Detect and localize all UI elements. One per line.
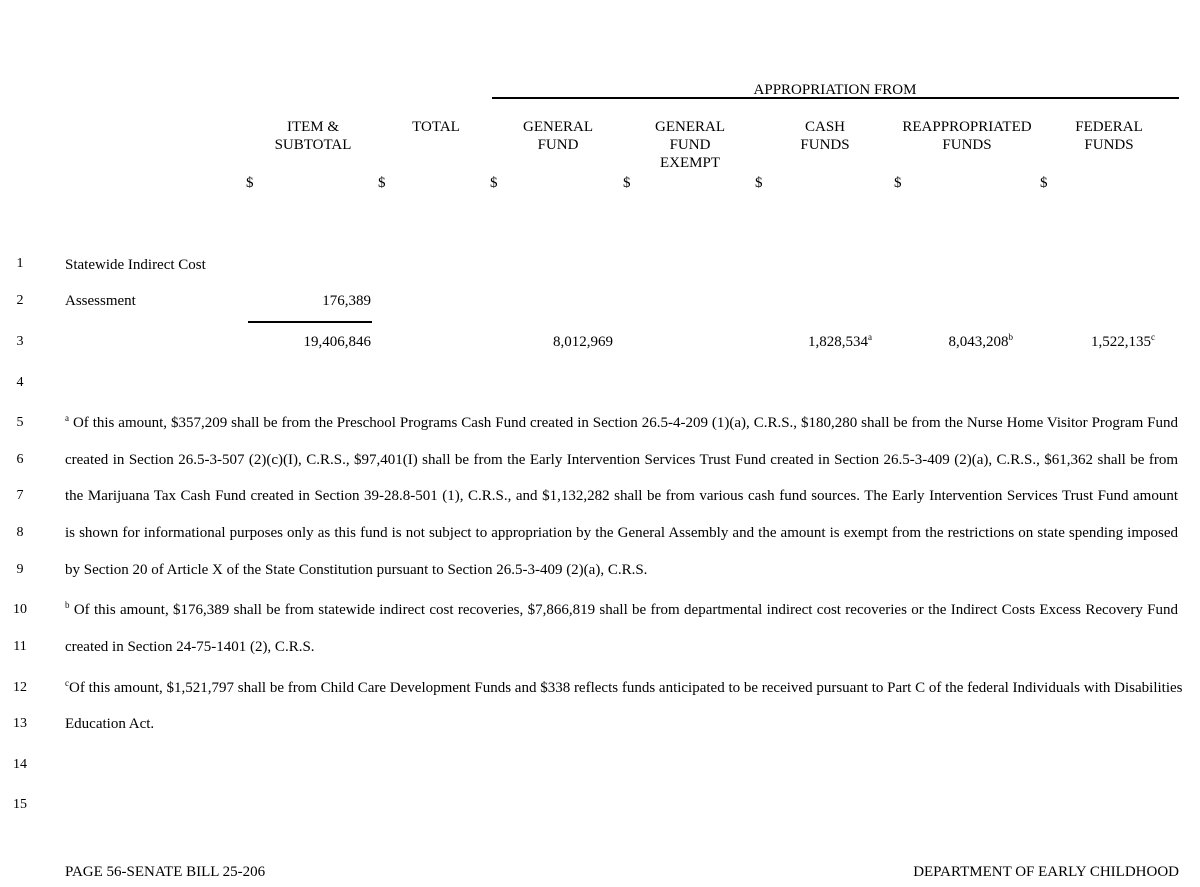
line-number: 5 xyxy=(16,415,24,430)
footnote-text: Of this amount, $357,209 shall be from the Preschool Programs Cash Fund created in Section 26.5-4-209 (1)(a), C.R.S., $180,280 shall be from the Nurse Home Visitor Program Fund xyxy=(72,415,1179,431)
reappropriated-funds-value: 8,043,208 xyxy=(948,334,1009,350)
line-number: 7 xyxy=(16,488,24,503)
reappropriated-funds-amount xyxy=(900,333,1013,351)
item-amount: 176,389 xyxy=(322,293,371,309)
line-number: 3 xyxy=(16,334,24,349)
col-header-line: CASH xyxy=(804,119,845,135)
footnote-c-line xyxy=(65,678,1183,697)
footnote-marker-b: b xyxy=(65,600,70,610)
footnote-a-line: is shown for informational purposes only as this fund is not subject to appropriation by the General Assembly and the amount is exempt from the restrictions on state spending imposed xyxy=(65,525,1178,541)
line-number: 11 xyxy=(13,639,27,654)
footnote-a-line: by Section 20 of Article X of the State Constitution pursuant to Section 26.5-3-409 (2)(a), C.R.S. xyxy=(65,562,648,578)
subtotal-rule xyxy=(248,321,372,323)
cash-funds-value: 1,828,534 xyxy=(808,334,868,350)
col-header-line: FUND xyxy=(669,137,711,153)
col-header-general-fund xyxy=(493,118,623,154)
line-number: 12 xyxy=(13,680,27,695)
dollar-sign: $ xyxy=(246,175,254,191)
col-header-line: EXEMPT xyxy=(660,155,720,171)
col-header-reappropriated-funds xyxy=(887,118,1047,154)
line-number: 15 xyxy=(13,797,27,812)
col-header-item-subtotal xyxy=(248,118,378,154)
footnote-marker-c: c xyxy=(65,678,69,688)
col-header-line: GENERAL xyxy=(523,119,593,135)
line-number: 1 xyxy=(16,256,24,271)
footnote-ref-b: b xyxy=(1008,332,1013,342)
dollar-sign: $ xyxy=(755,175,763,191)
col-header-line: FUND xyxy=(537,137,579,153)
col-header-line: FUNDS xyxy=(1084,137,1134,153)
dollar-sign: $ xyxy=(490,175,498,191)
line-item-label: Statewide Indirect Cost xyxy=(65,257,206,273)
footnote-marker-a: a xyxy=(65,413,69,423)
col-header-general-fund-exempt xyxy=(625,118,755,172)
footnote-text: Of this amount, $1,521,797 shall be from Child Care Development Funds and $338 reflects funds anticipated to be received pursuant to Part C of the federal Individuals with Disabilities xyxy=(69,680,1183,696)
footnote-a-line: created in Section 26.5-3-507 (2)(c)(I), C.R.S., $97,401(I) shall be from the Early Intervention Services Trust Fund created in Section 26.5-3-409 (2)(a), C.R.S., $61,362 shall be from xyxy=(65,452,1178,468)
col-header-line: ITEM & xyxy=(286,119,340,135)
line-number: 6 xyxy=(16,452,24,467)
dollar-sign: $ xyxy=(1040,175,1048,191)
footnote-a-line: the Marijuana Tax Cash Fund created in Section 39-28.8-501 (1), C.R.S., and $1,132,282 shall be from various cash fund sources. The Early Intervention Services Trust Fund amount xyxy=(65,488,1178,504)
page-footer-left: PAGE 56-SENATE BILL 25-206 xyxy=(65,864,266,880)
col-header-line: FUNDS xyxy=(942,137,992,153)
line-number: 4 xyxy=(16,375,24,390)
federal-funds-value: 1,522,135 xyxy=(1091,334,1151,350)
line-number: 2 xyxy=(16,293,24,308)
col-header-line: SUBTOTAL xyxy=(274,137,352,153)
line-number: 13 xyxy=(13,716,27,731)
page-footer-right: DEPARTMENT OF EARLY CHILDHOOD xyxy=(913,864,1179,880)
dollar-sign: $ xyxy=(378,175,386,191)
footnote-a-line xyxy=(65,414,1178,432)
federal-funds-amount xyxy=(1040,333,1155,351)
col-header-line: FEDERAL xyxy=(1075,119,1143,135)
col-header-federal-funds xyxy=(1044,118,1174,154)
line-number: 10 xyxy=(13,602,27,617)
footnote-text: Of this amount, $176,389 shall be from statewide indirect cost recoveries, $7,866,819 shall be from departmental indirect cost recoveries or the Indirect Costs Excess Recovery Fund xyxy=(73,602,1178,618)
col-header-line: GENERAL xyxy=(655,119,725,135)
col-header-line: REAPPROPRIATED xyxy=(902,119,1032,135)
line-number: 14 xyxy=(13,757,27,772)
line-number: 9 xyxy=(16,562,24,577)
footnote-ref-c: c xyxy=(1151,332,1155,342)
dollar-sign: $ xyxy=(623,175,631,191)
footnote-ref-a: a xyxy=(868,332,872,342)
col-header-total xyxy=(371,118,501,136)
line-number: 8 xyxy=(16,525,24,540)
footnote-b-line xyxy=(65,601,1178,619)
subtotal-amount: 19,406,846 xyxy=(303,334,371,350)
cash-funds-amount xyxy=(760,333,872,351)
line-item-label-continued: Assessment xyxy=(65,293,136,309)
general-fund-amount: 8,012,969 xyxy=(553,334,613,350)
footnote-c-line: Education Act. xyxy=(65,716,155,732)
dollar-sign: $ xyxy=(894,175,902,191)
appropriation-from-heading: APPROPRIATION FROM xyxy=(753,82,917,98)
col-header-line: FUNDS xyxy=(800,137,850,153)
col-header-line: TOTAL xyxy=(412,119,460,135)
footnote-b-line: created in Section 24-75-1401 (2), C.R.S. xyxy=(65,639,315,655)
col-header-cash-funds xyxy=(760,118,890,154)
appropriation-rule xyxy=(492,97,1179,99)
